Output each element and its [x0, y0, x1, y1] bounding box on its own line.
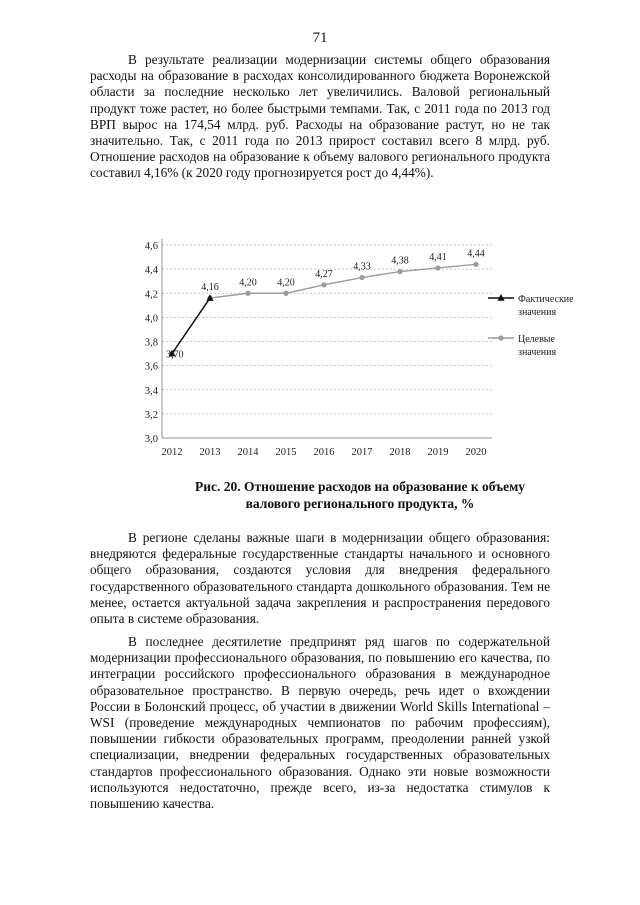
data-point	[245, 291, 250, 296]
x-tick-label: 2014	[237, 447, 259, 458]
y-tick-label: 4,2	[144, 289, 158, 301]
x-tick-label: 2015	[275, 447, 297, 458]
data-point	[283, 291, 288, 296]
y-tick-label: 3,8	[144, 337, 158, 349]
data-point	[435, 265, 440, 270]
legend-label: Целевые	[518, 334, 555, 345]
x-tick-label: 2012	[161, 447, 183, 458]
legend-label: значения	[518, 307, 557, 318]
figure-caption	[120, 478, 600, 512]
data-label: 4,20	[239, 277, 257, 289]
x-tick-label: 2018	[389, 447, 411, 458]
figure-caption-line-2: валового регионального продукта, %	[245, 496, 475, 511]
data-label: 3,70	[166, 349, 184, 361]
y-tick-label: 4,4	[144, 265, 158, 277]
y-tick-label: 4,6	[144, 241, 158, 252]
data-label: 4,16	[201, 282, 219, 294]
y-tick-label: 4,0	[144, 313, 158, 325]
data-point	[359, 275, 364, 280]
legend-marker	[498, 335, 503, 340]
data-point	[473, 262, 478, 267]
x-tick-label: 2013	[199, 447, 221, 458]
data-label: 4,27	[315, 268, 333, 280]
y-tick-label: 3,0	[144, 434, 158, 445]
x-tick-label: 2016	[313, 447, 335, 458]
x-tick-label: 2017	[351, 447, 373, 458]
education-spending-chart	[120, 236, 600, 466]
x-tick-label: 2019	[427, 447, 449, 458]
paragraph-professional-education: В последнее десятилетие предпринят ряд шагов по содержательной модернизации профессионального образования, по повышению его качества, по интеграции российского профессионального образования в международное образовательное пространство. В первую очередь, речь идет о вхождении России в Болонский процесс, об участии в движении World Skills International – WSI (проведение международных чемпионатов по рабочим профессиям), повышении гибкости образовательных программ, преодолении ранней узкой специализации, внедрении федеральных государственных образовательных стандартов профессионального образования. Однако эти новые возможности используются недостаточно, прежде всего, из-за недостатка стимулов к повышению качества.	[90, 634, 550, 812]
data-label: 4,44	[467, 248, 485, 260]
y-tick-label: 3,6	[144, 361, 158, 373]
paragraph-general-education: В регионе сделаны важные шаги в модернизации общего образования: внедряются федеральные государственные стандарты начального и основного общего образования, создаются условия для внедрения федерального государственного образовательного стандарта дошкольного образования. Тем не менее, остается актуальной задача закрепления и распространения передового опыта в системе образования.	[90, 530, 550, 627]
data-label: 4,38	[391, 255, 409, 267]
data-point	[321, 282, 326, 287]
x-tick-label: 2020	[465, 447, 487, 458]
legend-label: значения	[518, 347, 557, 358]
figure-caption-line-1: Рис. 20. Отношение расходов на образование к объему	[194, 479, 526, 494]
page-number: 71	[312, 30, 328, 46]
series-line	[172, 298, 210, 353]
data-label: 4,41	[429, 251, 447, 263]
data-point	[397, 269, 402, 274]
y-tick-label: 3,2	[144, 409, 158, 421]
y-tick-label: 3,4	[144, 385, 158, 397]
chart-svg	[120, 236, 600, 466]
paragraph-education-spending: В результате реализации модернизации системы общего образования расходы на образование в расходах консолидированного бюджета Воронежской области за последние несколько лет увеличились. Валовой региональный продукт тоже растет, но более быстрыми темпами. Так, с 2011 года по 2013 год ВРП вырос на 174,54 млрд. руб. Расходы на образование растут, но не так значительно. Так, с 2011 года по 2013 прирост составил всего 8 млрд. руб. Отношение расходов на образование к объему валового регионального продукта составил 4,16% (к 2020 году прогнозируется рост до 4,44%).	[90, 52, 550, 181]
data-label: 4,33	[353, 261, 371, 273]
data-label: 4,20	[277, 277, 295, 289]
legend-label: Фактические	[518, 294, 574, 305]
